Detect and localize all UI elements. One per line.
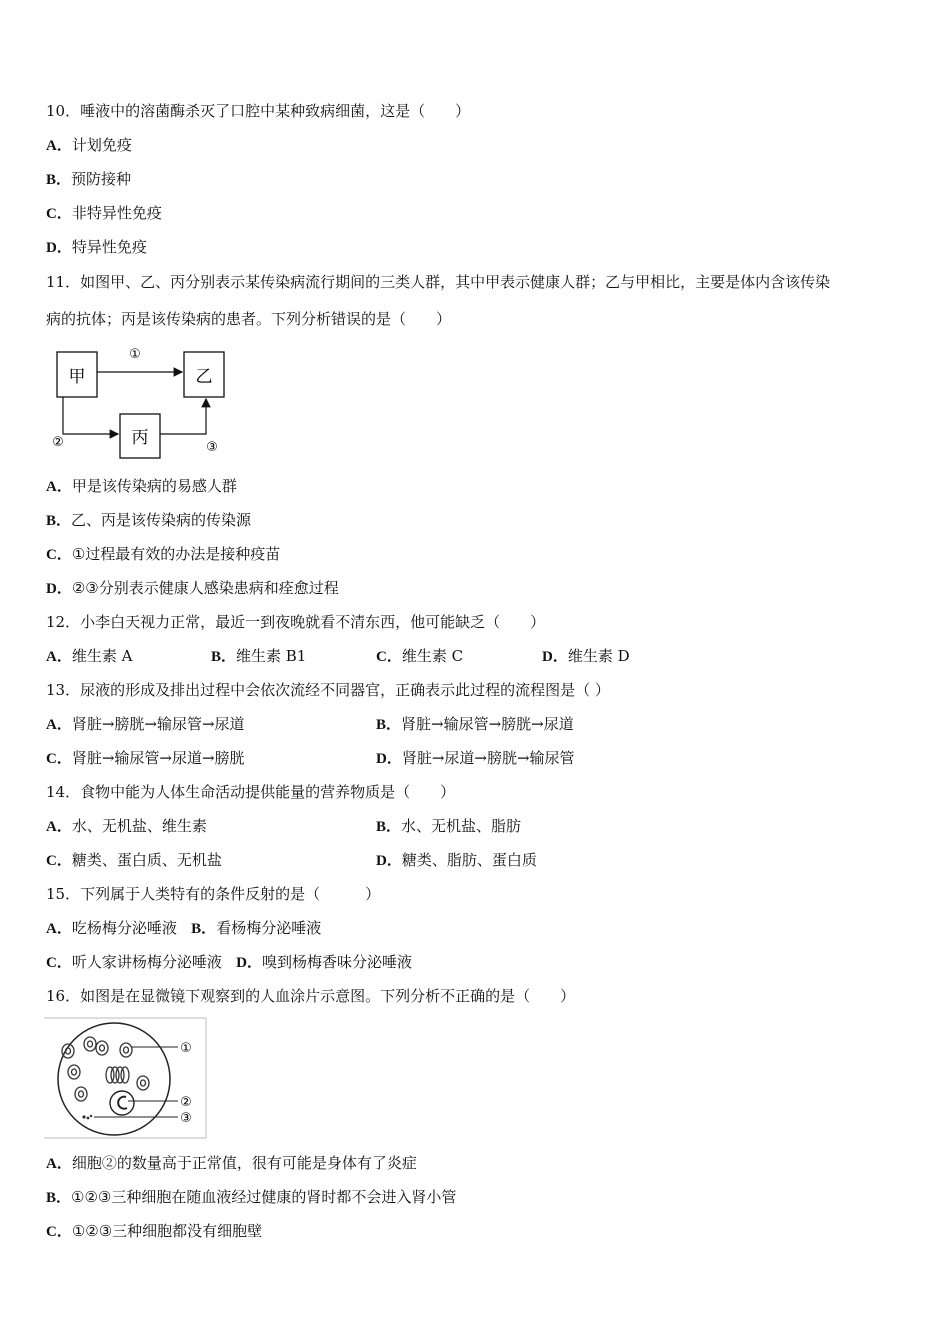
- option-label: A．: [46, 138, 72, 154]
- option-text: 肾脏→膀胱→输尿管→尿道: [71, 715, 245, 733]
- platelets: [82, 1115, 92, 1120]
- option-label: C．: [46, 547, 72, 563]
- q14-option-c[interactable]: [46, 851, 222, 869]
- pointer-2-mark: ②: [180, 1095, 192, 1110]
- q14-options-row2: [46, 850, 906, 871]
- q15-options-row1: [46, 918, 321, 939]
- q16-option-b[interactable]: [46, 1187, 456, 1208]
- q12-option-c[interactable]: [376, 646, 463, 667]
- q11-option-d[interactable]: [46, 578, 339, 599]
- option-text: 特异性免疫: [71, 238, 147, 256]
- arrow-2-mark: ②: [52, 435, 64, 450]
- q11-stem-line1: 11．如图甲、乙、丙分别表示某传染病流行期间的三类人群，其中甲表示健康人群；乙与甲相比，主要是体内含该传染: [46, 273, 831, 291]
- q11-stem-line2: 病的抗体；丙是该传染病的患者。下列分析错误的是（ ）: [46, 310, 452, 328]
- q12-options-row: [46, 646, 906, 667]
- option-label: C．: [46, 1224, 72, 1240]
- option-text: 预防接种: [71, 170, 132, 188]
- option-label: C．: [46, 206, 72, 222]
- q13-options-row1: [46, 714, 906, 735]
- q13-option-c[interactable]: [46, 749, 245, 767]
- option-label: B．: [46, 172, 72, 188]
- q11-option-b[interactable]: [46, 510, 251, 531]
- q10-option-c[interactable]: [46, 203, 162, 224]
- option-text: 非特异性免疫: [71, 204, 162, 222]
- q15-option-b[interactable]: [191, 919, 321, 937]
- option-label: D．: [46, 581, 72, 597]
- q12-stem: 12．小李白天视力正常，最近一到夜晚就看不清东西，他可能缺乏（ ）: [46, 613, 546, 631]
- q15-option-a[interactable]: [46, 919, 177, 937]
- option-label: A．: [46, 1156, 72, 1172]
- pointer-3-mark: ③: [180, 1111, 192, 1126]
- q13-stem: 13．尿液的形成及排出过程中会依次流经不同器官，正确表示此过程的流程图是（ ）: [46, 681, 610, 699]
- q14-options-row1: [46, 816, 906, 837]
- q14-stem: 14．食物中能为人体生命活动提供能量的营养物质是（ ）: [46, 783, 456, 801]
- option-text: 肾脏→输尿管→尿道→膀胱: [71, 749, 245, 767]
- option-text: 维生素 B1: [236, 647, 307, 665]
- option-text: 肾脏→尿道→膀胱→输尿管: [401, 749, 575, 767]
- option-label: C．: [46, 751, 72, 767]
- option-text: 嗅到杨梅香味分泌唾液: [262, 953, 413, 971]
- option-label: A．: [46, 649, 72, 665]
- option-label: C．: [46, 853, 72, 869]
- q13-option-b[interactable]: [376, 714, 574, 735]
- q14-option-b[interactable]: [376, 816, 521, 837]
- q12-option-a[interactable]: [46, 647, 132, 665]
- arrow-3-mark: ③: [206, 440, 218, 455]
- option-text: 水、无机盐、脂肪: [401, 817, 522, 835]
- option-text: 糖类、脂肪、蛋白质: [401, 851, 537, 869]
- option-label: D．: [236, 955, 263, 971]
- option-text: 维生素 D: [567, 647, 630, 665]
- option-text: 糖类、蛋白质、无机盐: [71, 851, 222, 869]
- option-label: D．: [542, 649, 568, 665]
- option-label: A．: [46, 479, 72, 495]
- option-text: 维生素 A: [71, 647, 133, 665]
- white-blood-cell: [110, 1091, 134, 1115]
- arrow-1-mark: ①: [129, 347, 141, 362]
- option-text: ①②③三种细胞在随血液经过健康的肾时都不会进入肾小管: [71, 1188, 457, 1206]
- option-text: 水、无机盐、维生素: [71, 817, 207, 835]
- option-text: 细胞②的数量高于正常值，很有可能是身体有了炎症: [71, 1154, 417, 1172]
- option-label: A．: [46, 717, 72, 733]
- q11-option-a[interactable]: [46, 476, 237, 497]
- option-text: 甲是该传染病的易感人群: [71, 477, 237, 495]
- option-label: B．: [46, 1190, 72, 1206]
- q12-option-d[interactable]: [542, 646, 630, 667]
- q16-stem: 16．如图是在显微镜下观察到的人血涂片示意图。下列分析不正确的是（ ）: [46, 987, 576, 1005]
- q14-option-a[interactable]: [46, 817, 207, 835]
- option-label: A．: [46, 921, 72, 937]
- option-text: 看杨梅分泌唾液: [216, 919, 322, 937]
- box-jia-label: 甲: [68, 367, 86, 387]
- q10-stem: 10．唾液中的溶菌酶杀灭了口腔中某种致病细菌，这是（ ）: [46, 102, 471, 120]
- pointer-1-mark: ①: [180, 1041, 192, 1056]
- q14-option-d[interactable]: [376, 850, 537, 871]
- option-text: ②③分别表示健康人感染患病和痊愈过程: [71, 579, 339, 597]
- arrow-2: [63, 397, 118, 434]
- q16-option-a[interactable]: [46, 1153, 417, 1174]
- option-text: 听人家讲杨梅分泌唾液: [71, 953, 222, 971]
- q11-flow-diagram: [46, 340, 236, 460]
- q11-option-c[interactable]: [46, 544, 280, 565]
- q10-option-a[interactable]: [46, 135, 132, 156]
- q15-option-c[interactable]: [46, 953, 222, 971]
- q16-blood-smear-diagram: [44, 1017, 208, 1139]
- q15-option-d[interactable]: [236, 953, 412, 971]
- box-yi-label: 乙: [195, 367, 213, 387]
- option-label: C．: [376, 649, 402, 665]
- option-label: B．: [191, 921, 217, 937]
- option-label: D．: [46, 240, 72, 256]
- option-text: 维生素 C: [401, 647, 464, 665]
- option-text: 乙、丙是该传染病的传染源: [71, 511, 252, 529]
- q10-option-b[interactable]: [46, 169, 131, 190]
- arrow-3: [160, 399, 206, 434]
- q10-option-d[interactable]: [46, 237, 147, 258]
- q13-option-a[interactable]: [46, 715, 245, 733]
- option-label: D．: [376, 751, 402, 767]
- option-text: ①②③三种细胞都没有细胞壁: [71, 1222, 263, 1240]
- option-text: 计划免疫: [71, 136, 132, 154]
- q12-option-b[interactable]: [211, 646, 306, 667]
- q15-stem: 15．下列属于人类特有的条件反射的是（ ）: [46, 885, 381, 903]
- option-label: C．: [46, 955, 72, 971]
- q16-option-c[interactable]: [46, 1221, 262, 1242]
- option-label: B．: [46, 513, 72, 529]
- option-label: B．: [211, 649, 237, 665]
- box-bing-label: 丙: [131, 428, 149, 448]
- q13-options-row2: [46, 748, 906, 769]
- option-text: ①过程最有效的办法是接种疫苗: [71, 545, 281, 563]
- option-text: 肾脏→输尿管→膀胱→尿道: [401, 715, 574, 733]
- option-text: 吃杨梅分泌唾液: [71, 919, 177, 937]
- option-label: B．: [376, 819, 402, 835]
- q13-option-d[interactable]: [376, 748, 575, 769]
- option-label: D．: [376, 853, 402, 869]
- option-label: B．: [376, 717, 402, 733]
- q15-options-row2: [46, 952, 412, 973]
- option-label: A．: [46, 819, 72, 835]
